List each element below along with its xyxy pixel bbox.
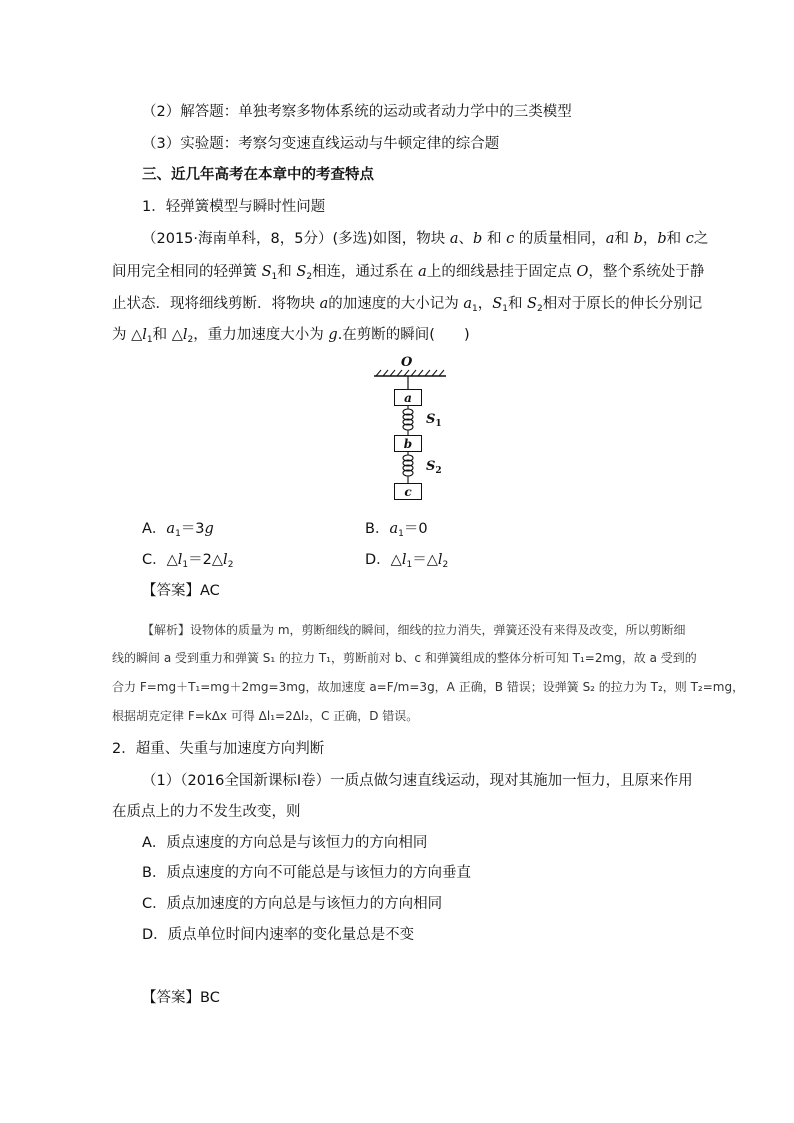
option-b: B．$a_1=0$ xyxy=(365,521,428,539)
question2-line1: （1）（2016全国新课标Ⅰ卷）一质点做匀速直线运动，现对其施加一恒力，且原来作用 xyxy=(142,773,693,789)
section-heading-3: 三、近几年高考在本章中的考查特点 xyxy=(142,167,374,183)
spring-s1-label: $S_1$ xyxy=(426,412,442,429)
spring-s2-label: $S_2$ xyxy=(426,459,442,476)
block-c: c xyxy=(394,483,422,500)
fixed-point-label: O xyxy=(401,355,413,370)
spring-block-diagram xyxy=(370,354,450,504)
text-line-answer-type: （2）解答题：单独考察多物体系统的运动或者动力学中的三类模型 xyxy=(142,104,572,120)
explanation-line3: 合力 F=mg＋T₁=mg＋2mg=3mg，故加速度 a=F/m=3g，A 正确，B 错误；设弹簧 S₂ 的拉力为 T₂，则 T₂=mg， xyxy=(112,680,745,694)
option-c: C．$\triangle l_1=2\triangle l_2$ xyxy=(142,552,234,570)
question1-line2: 间用完全相同的轻弹簧 $S_1$和 $S_2$相连，通过系在 a上的细线悬挂于固定点 O，整个系统处于静 xyxy=(112,264,705,282)
question1-line4: 为 $\triangle l_1$和 $\triangle l_2$，重力加速度大小为 g.在剪断的瞬间( ) xyxy=(112,327,470,345)
explanation-line2: 线的瞬间 a 受到重力和弹簧 S₁ 的拉力 T₁，剪断前对 b、c 和弹簧组成的整体分析可知 T₁=2mg，故 a 受到的 xyxy=(112,651,697,665)
block-b: b xyxy=(394,435,422,452)
option-d: D．$\triangle l_1=\triangle l_2$ xyxy=(365,552,449,570)
text-line-experiment-type: （3）实验题：考察匀变速直线运动与牛顿定律的综合题 xyxy=(142,136,500,152)
explanation-line1: 【解析】设物体的质量为 m，剪断细线的瞬间，细线的拉力消失，弹簧还没有来得及改变，所以剪断细 xyxy=(142,623,686,637)
answer-2: 【答案】BC xyxy=(142,990,220,1006)
explanation-line4: 根据胡克定律 F=kΔx 可得 Δl₁=2Δl₂，C 正确，D 错误。 xyxy=(112,709,419,723)
q2-option-d: D．质点单位时间内速率的变化量总是不变 xyxy=(142,927,415,943)
subsection-heading-2: 2．超重、失重与加速度方向判断 xyxy=(112,741,325,757)
question2-line2: 在质点上的力不发生改变，则 xyxy=(112,804,301,820)
q2-option-c: C．质点加速度的方向总是与该恒力的方向相同 xyxy=(142,896,443,912)
q2-option-a: A．质点速度的方向总是与该恒力的方向相同 xyxy=(142,835,428,851)
block-a: a xyxy=(394,389,422,406)
question1-line1: （2015·海南单科，8，5分）(多选)如图，物块 a、b 和 c 的质量相同，a和 b，b和 c之 xyxy=(142,231,709,247)
option-a: A．$a_1=3g$ xyxy=(142,521,214,539)
ceiling-and-springs-drawing xyxy=(370,354,450,504)
answer-1: 【答案】AC xyxy=(142,583,220,599)
q2-option-b: B．质点速度的方向不可能总是与该恒力的方向垂直 xyxy=(142,865,471,881)
subsection-heading-1: 1．轻弹簧模型与瞬时性问题 xyxy=(142,199,326,215)
question1-line3: 止状态．现将细线剪断．将物块 a的加速度的大小记为 $a_1$，$S_1$和 $S_2$相对于原长的伸长分别记 xyxy=(112,296,703,314)
